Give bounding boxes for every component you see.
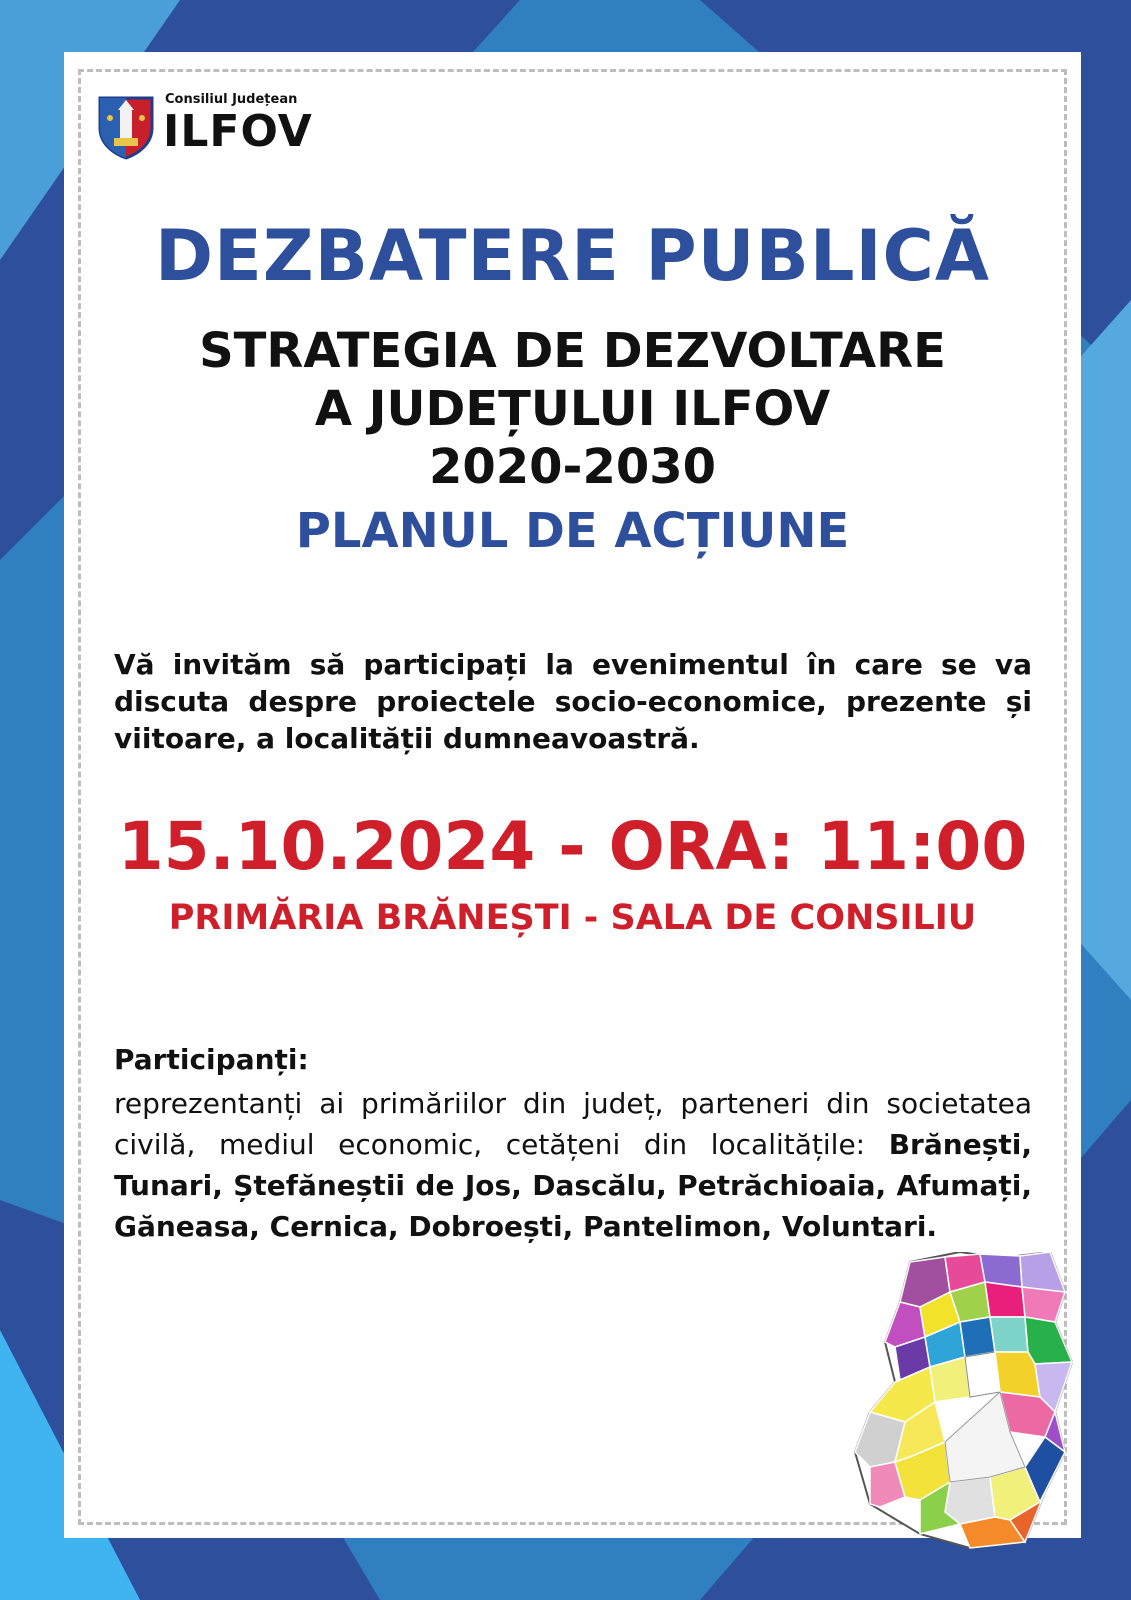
subtitle-line-2: A JUDEȚULUI ILFOV bbox=[314, 381, 831, 437]
event-datetime: 15.10.2024 - ORA: 11:00 bbox=[117, 808, 1028, 885]
participants-description: reprezentanți ai primăriilor din județ, parteneri din societatea civilă, mediul economic, cetățeni din localitățile: bbox=[114, 1087, 1032, 1161]
participants-localities: Brănești, Tunari, Ștefăneștii de Jos, Dascălu, Petrăchioaia, Afumați, Găneasa, Cernica, Dobroești, Pantelimon, Voluntari. bbox=[114, 1128, 1032, 1243]
page-title: DEZBATERE PUBLICĂ bbox=[154, 215, 991, 297]
participants-heading: Participanți: bbox=[114, 1043, 309, 1076]
org-name: ILFOV bbox=[163, 106, 313, 157]
invitation-text: Vă invităm să participați la evenimentul în care se va discuta despre proiectele socio-economice, prezente și viitoare, a localității dumneavoastră. bbox=[114, 648, 1032, 755]
subtitle-line-1: STRATEGIA DE DEZVOLTARE bbox=[199, 323, 946, 379]
county-crest-icon bbox=[96, 94, 156, 160]
participants-text bbox=[114, 1083, 1032, 1247]
org-label: Consiliul Județean bbox=[165, 92, 298, 107]
ilfov-county-map-icon bbox=[850, 1252, 1100, 1552]
event-location: PRIMĂRIA BRĂNEȘTI - SALA DE CONSILIU bbox=[168, 898, 977, 938]
subtitle-line-3: 2020-2030 bbox=[428, 439, 717, 495]
plan-heading: PLANUL DE ACȚIUNE bbox=[295, 503, 850, 559]
header-logo bbox=[96, 92, 336, 162]
